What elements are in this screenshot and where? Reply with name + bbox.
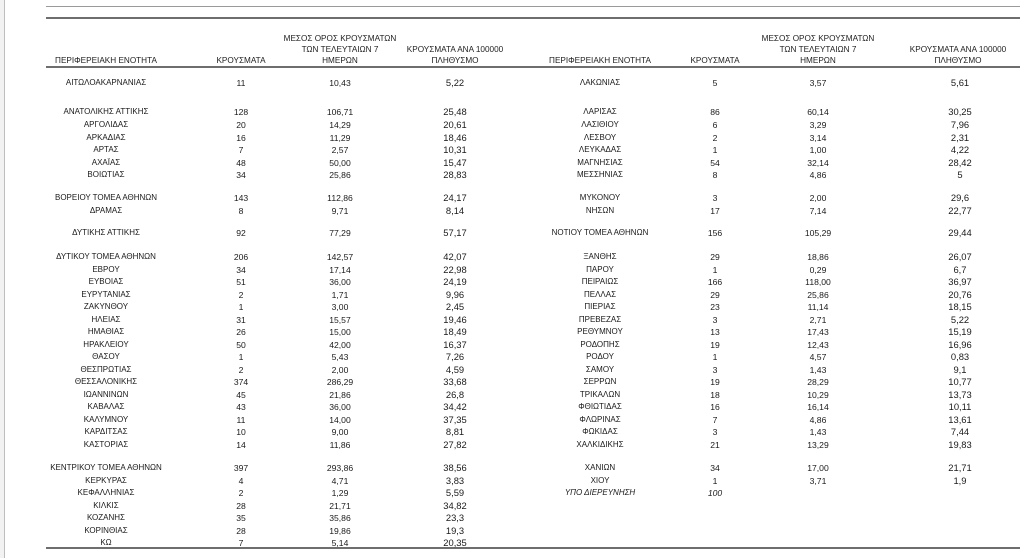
header-avg7-line2: ΤΩΝ ΤΕΛΕΥΤΑΙΩΝ 7 (779, 45, 857, 54)
cell-cases: 5 (712, 78, 718, 88)
cell-cases: 26 (236, 327, 246, 337)
header-per100k-line1: ΚΡΟΥΣΜΑΤΑ ΑΝΑ 100000 (909, 45, 1007, 54)
cell-region: ΠΡΕΒΕΖΑΣ (578, 315, 622, 324)
cell-avg7: 17,14 (329, 265, 351, 275)
cell-avg7: 11,14 (807, 302, 829, 312)
header-avg7-line1: ΜΕΣΟΣ ΟΡΟΣ ΚΡΟΥΣΜΑΤΩΝ (761, 34, 875, 43)
cell-cases: 43 (236, 402, 246, 412)
cell-per100k: 18,15 (948, 301, 972, 312)
cell-avg7: 21,86 (329, 390, 351, 400)
cell-avg7: 14,29 (329, 120, 351, 130)
cell-per100k: 33,68 (443, 376, 467, 387)
cell-per100k: 24,17 (443, 192, 467, 203)
cell-cases: 21 (710, 440, 720, 450)
cell-avg7: 1,43 (809, 365, 827, 375)
cell-avg7: 3,57 (809, 78, 827, 88)
cell-per100k: 37,35 (443, 414, 467, 425)
cell-region: ΜΕΣΣΗΝΙΑΣ (577, 170, 623, 179)
cell-region: ΚΙΛΚΙΣ (93, 501, 119, 510)
cell-avg7: 1,43 (809, 427, 827, 437)
cell-cases: 3 (712, 427, 718, 437)
header-per100k-line2: ΠΛΗΘΥΣΜΟ (431, 56, 479, 65)
cell-region: ΚΑΣΤΟΡΙΑΣ (83, 440, 129, 449)
cell-region: ΧΑΝΙΩΝ (584, 463, 616, 472)
cell-cases: 31 (236, 315, 246, 325)
cell-avg7: 10,29 (807, 390, 829, 400)
cell-region: ΚΕΝΤΡΙΚΟΥ ΤΟΜΕΑ ΑΘΗΝΩΝ (50, 463, 162, 472)
header-region-label: ΠΕΡΙΦΕΡΕΙΑΚΗ ΕΝΟΤΗΤΑ (55, 56, 157, 65)
cell-cases: 2 (238, 488, 244, 498)
cell-region: ΖΑΚΥΝΘΟΥ (83, 302, 129, 311)
cell-per100k: 5,22 (445, 77, 465, 88)
cell-per100k: 15,19 (948, 326, 972, 337)
cell-region: ΘΑΣΟΥ (92, 352, 120, 361)
cell-region: ΦΘΙΩΤΙΔΑΣ (578, 402, 622, 411)
cell-cases: 4 (238, 476, 244, 486)
cell-avg7: 14,00 (329, 415, 351, 425)
cell-per100k: 1,9 (953, 475, 967, 486)
cell-region: ΚΟΖΑΝΗΣ (86, 513, 126, 522)
cell-per100k: 3,83 (445, 475, 465, 486)
cell-cases: 1 (712, 145, 718, 155)
cell-per100k: 42,07 (443, 251, 467, 262)
cell-per100k: 38,56 (443, 462, 467, 473)
cell-avg7: 21,71 (329, 501, 351, 511)
cell-avg7: 106,71 (326, 107, 354, 117)
cell-cases: 1 (712, 352, 718, 362)
cell-per100k: 13,61 (948, 414, 972, 425)
cell-cases: 35 (236, 513, 246, 523)
cell-cases: 16 (236, 133, 246, 143)
cell-cases: 3 (712, 193, 718, 203)
cell-avg7: 42,00 (329, 340, 351, 350)
cell-per100k: 13,73 (948, 389, 972, 400)
cell-region: ΠΙΕΡΙΑΣ (584, 302, 616, 311)
cell-cases: 92 (236, 228, 246, 238)
cell-region: ΑΝΑΤΟΛΙΚΗΣ ΑΤΤΙΚΗΣ (63, 107, 149, 116)
header-per100k-right (896, 24, 1020, 66)
cell-per100k: 10,31 (443, 144, 467, 155)
cell-avg7: 3,14 (809, 133, 827, 143)
cell-avg7: 60,14 (807, 107, 829, 117)
cell-per100k: 7,96 (950, 119, 970, 130)
cell-cases: 1 (238, 302, 244, 312)
cell-region: ΛΑΡΙΣΑΣ (583, 107, 617, 116)
cell-region: ΠΑΡΟΥ (586, 265, 614, 274)
cell-avg7: 286,29 (326, 377, 354, 387)
cell-per100k: 6,7 (953, 264, 967, 275)
cell-region: ΔΥΤΙΚΟΥ ΤΟΜΕΑ ΑΘΗΝΩΝ (56, 252, 156, 261)
cell-per100k: 29,6 (950, 192, 970, 203)
header-avg7-line3: ΗΜΕΡΩΝ (322, 56, 358, 65)
header-per100k-line2: ΠΛΗΘΥΣΜΟ (934, 56, 982, 65)
header-underline (46, 66, 1020, 68)
cell-avg7: 4,86 (809, 170, 827, 180)
cell-avg7: 12,43 (807, 340, 829, 350)
cell-cases: 11 (236, 415, 246, 425)
cell-avg7: 32,14 (807, 158, 829, 168)
cell-per100k: 57,17 (443, 227, 467, 238)
cell-per100k: 2,45 (445, 301, 465, 312)
cell-avg7: 5,14 (331, 538, 349, 548)
cell-avg7: 2,71 (809, 315, 827, 325)
header-per100k-line1: ΚΡΟΥΣΜΑΤΑ ΑΝΑ 100000 (406, 45, 504, 54)
cell-cases: 28 (236, 501, 246, 511)
table-bottom-rule (46, 547, 1020, 549)
cell-per100k: 20,61 (443, 119, 467, 130)
cell-per100k: 2,31 (950, 132, 970, 143)
cell-region: ΘΕΣΣΑΛΟΝΙΚΗΣ (74, 377, 138, 386)
cell-per100k: 28,83 (443, 169, 467, 180)
cell-region: ΥΠΟ ΔΙΕΡΕΥΝΗΣΗ (564, 488, 636, 497)
cell-avg7: 28,29 (807, 377, 829, 387)
cell-region: ΕΥΒΟΙΑΣ (88, 277, 124, 286)
cell-cases: 28 (236, 526, 246, 536)
cell-region: ΗΡΑΚΛΕΙΟΥ (83, 340, 129, 349)
cell-region: ΞΑΝΘΗΣ (583, 252, 617, 261)
cell-avg7: 17,43 (807, 327, 829, 337)
cell-per100k: 4,59 (445, 364, 465, 375)
cell-per100k: 8,81 (445, 426, 465, 437)
cell-avg7: 25,86 (329, 170, 351, 180)
cell-region: ΧΙΟΥ (590, 476, 610, 485)
cell-region: ΧΑΛΚΙΔΙΚΗΣ (576, 440, 624, 449)
cell-region: ΣΑΜΟΥ (585, 365, 615, 374)
cell-region: ΜΥΚΟΝΟΥ (579, 193, 621, 202)
cell-avg7: 19,86 (329, 526, 351, 536)
cell-per100k: 19,3 (445, 525, 465, 536)
header-cases-right (670, 24, 760, 66)
cell-avg7: 1,00 (809, 145, 827, 155)
header-cases-label: ΚΡΟΥΣΜΑΤΑ (216, 56, 266, 65)
cell-region: ΔΥΤΙΚΗΣ ΑΤΤΙΚΗΣ (72, 228, 140, 237)
cell-cases: 50 (236, 340, 246, 350)
cell-cases: 34 (710, 463, 720, 473)
cell-avg7: 0,29 (809, 265, 827, 275)
cell-cases: 34 (236, 170, 246, 180)
page-left-border (0, 0, 5, 558)
header-avg7-line1: ΜΕΣΟΣ ΟΡΟΣ ΚΡΟΥΣΜΑΤΩΝ (283, 34, 397, 43)
cell-per100k: 18,46 (443, 132, 467, 143)
cell-avg7: 18,86 (807, 252, 829, 262)
cell-region: ΑΡΤΑΣ (93, 145, 119, 154)
cell-region: ΚΑΡΔΙΤΣΑΣ (84, 427, 128, 436)
cell-avg7: 2,00 (809, 193, 827, 203)
cell-cases: 11 (236, 78, 246, 88)
cell-region: ΗΜΑΘΙΑΣ (87, 327, 125, 336)
cell-region: ΚΑΛΥΜΝΟΥ (83, 415, 129, 424)
cell-avg7: 1,71 (331, 290, 349, 300)
cell-per100k: 30,25 (948, 106, 972, 117)
cell-per100k: 27,82 (443, 439, 467, 450)
cell-avg7: 3,71 (809, 476, 827, 486)
cell-region: ΙΩΑΝΝΙΝΩΝ (83, 390, 129, 399)
cell-avg7: 7,14 (809, 206, 827, 216)
cell-avg7: 11,86 (329, 440, 351, 450)
cell-cases: 3 (712, 365, 718, 375)
cell-per100k: 9,1 (953, 364, 967, 375)
cell-per100k: 26,07 (948, 251, 972, 262)
cell-avg7: 15,57 (329, 315, 351, 325)
cell-cases: 206 (233, 252, 249, 262)
cell-avg7: 3,29 (809, 120, 827, 130)
cell-per100k: 16,96 (948, 339, 972, 350)
cell-avg7: 2,57 (331, 145, 349, 155)
cell-region: ΠΕΛΛΑΣ (583, 290, 617, 299)
cell-region: ΛΕΥΚΑΔΑΣ (578, 145, 622, 154)
cell-per100k: 22,77 (948, 205, 972, 216)
cell-per100k: 18,49 (443, 326, 467, 337)
cell-per100k: 5 (957, 169, 963, 180)
cell-cases: 16 (710, 402, 720, 412)
cell-per100k: 7,44 (950, 426, 970, 437)
cell-region: ΜΑΓΝΗΣΙΑΣ (577, 158, 623, 167)
cell-cases: 8 (238, 206, 244, 216)
cell-per100k: 5,61 (950, 77, 970, 88)
cell-avg7: 142,57 (326, 252, 354, 262)
cell-per100k: 5,22 (950, 314, 970, 325)
cell-region: ΑΧΑΪΑΣ (91, 158, 121, 167)
cell-cases: 18 (710, 390, 720, 400)
cell-per100k: 15,47 (443, 157, 467, 168)
cell-region: ΛΑΚΩΝΙΑΣ (579, 78, 621, 87)
cell-cases: 156 (707, 228, 723, 238)
cell-region: ΠΕΙΡΑΙΩΣ (581, 277, 619, 286)
cell-avg7: 112,86 (327, 193, 353, 203)
cell-avg7: 13,29 (807, 440, 829, 450)
top-rule (46, 6, 1020, 7)
cell-avg7: 36,00 (329, 402, 351, 412)
cell-region: ΚΕΦΑΛΛΗΝΙΑΣ (77, 488, 135, 497)
cell-per100k: 29,44 (948, 227, 972, 238)
cell-region: ΒΟΙΩΤΙΑΣ (87, 170, 125, 179)
cell-cases: 23 (710, 302, 720, 312)
cell-avg7: 105,29 (804, 228, 832, 238)
cell-region: ΔΡΑΜΑΣ (89, 206, 123, 215)
cell-per100k: 22,98 (443, 264, 467, 275)
cell-avg7: 293,86 (326, 463, 354, 473)
cell-per100k (900, 487, 1020, 499)
cell-region: ΡΕΘΥΜΝΟΥ (577, 327, 623, 336)
cell-cases: 100 (707, 488, 723, 498)
cell-per100k: 7,26 (445, 351, 465, 362)
cell-avg7: 17,00 (807, 463, 829, 473)
cell-cases: 7 (238, 145, 244, 155)
cell-avg7: 77,29 (329, 228, 351, 238)
cell-per100k: 34,42 (443, 401, 467, 412)
cell-region: ΑΡΓΟΛΙΔΑΣ (83, 120, 129, 129)
cell-region: ΑΙΤΩΛΟΑΚΑΡΝΑΝΙΑΣ (65, 78, 147, 87)
header-avg7-right (758, 24, 878, 66)
cell-cases: 20 (236, 120, 246, 130)
header-region-left (46, 24, 166, 66)
cell-cases: 54 (710, 158, 720, 168)
cell-region: ΗΛΕΙΑΣ (91, 315, 121, 324)
header-per100k-left (400, 24, 510, 66)
cell-avg7: 10,43 (329, 78, 351, 88)
cell-region: ΡΟΔΟΠΗΣ (580, 340, 620, 349)
header-cases-left (196, 24, 286, 66)
cell-per100k: 8,14 (445, 205, 465, 216)
cell-per100k: 0,83 (950, 351, 970, 362)
cell-avg7: 16,14 (807, 402, 829, 412)
cell-cases: 7 (238, 538, 244, 548)
cell-region: ΦΩΚΙΔΑΣ (582, 427, 618, 436)
cell-cases: 48 (236, 158, 246, 168)
cell-cases: 14 (236, 440, 246, 450)
cell-cases: 1 (238, 352, 244, 362)
cell-cases: 128 (233, 107, 249, 117)
cell-region: ΚΕΡΚΥΡΑΣ (85, 476, 127, 485)
cell-cases: 2 (238, 365, 244, 375)
cell-avg7: 2,00 (331, 365, 349, 375)
cell-region: ΕΥΡΥΤΑΝΙΑΣ (81, 290, 131, 299)
cell-per100k: 26,8 (445, 389, 465, 400)
table-top-rule (46, 17, 1020, 19)
cell-cases: 2 (238, 290, 244, 300)
cell-avg7: 4,57 (809, 352, 827, 362)
header-cases-label: ΚΡΟΥΣΜΑΤΑ (690, 56, 740, 65)
cell-avg7: 118,00 (805, 277, 831, 287)
cell-region: ΑΡΚΑΔΙΑΣ (86, 133, 126, 142)
cell-per100k: 10,77 (948, 376, 972, 387)
cell-avg7: 3,00 (331, 302, 349, 312)
cell-region: ΘΕΣΠΡΩΤΙΑΣ (80, 365, 132, 374)
cell-cases: 45 (236, 390, 246, 400)
cell-cases: 397 (233, 463, 249, 473)
cell-per100k: 10,11 (948, 401, 972, 412)
cell-cases: 1 (712, 476, 718, 486)
cell-per100k: 4,22 (950, 144, 970, 155)
cell-region: ΛΑΣΙΘΙΟΥ (581, 120, 619, 129)
cell-avg7: 15,00 (329, 327, 351, 337)
cell-avg7: 9,00 (331, 427, 349, 437)
cell-region: ΚΩ (100, 538, 112, 547)
cell-cases: 19 (710, 377, 720, 387)
cell-cases: 34 (236, 265, 246, 275)
cell-per100k: 28,42 (948, 157, 972, 168)
cell-cases: 51 (236, 277, 246, 287)
cell-region: ΕΒΡΟΥ (92, 265, 120, 274)
cell-cases: 1 (712, 265, 718, 275)
cell-per100k: 24,19 (443, 276, 467, 287)
cell-avg7: 35,86 (329, 513, 351, 523)
cell-per100k: 23,3 (445, 512, 465, 523)
cell-cases: 29 (710, 290, 720, 300)
cell-cases: 17 (710, 206, 720, 216)
cell-avg7: 11,29 (329, 133, 351, 143)
header-region-label: ΠΕΡΙΦΕΡΕΙΑΚΗ ΕΝΟΤΗΤΑ (549, 56, 651, 65)
cell-per100k: 20,35 (443, 537, 467, 548)
cell-region: ΝΗΣΩΝ (585, 206, 615, 215)
cell-avg7: 4,71 (331, 476, 349, 486)
cell-cases: 2 (712, 133, 718, 143)
cell-cases: 166 (707, 277, 723, 287)
cell-region: ΤΡΙΚΑΛΩΝ (579, 390, 621, 399)
cell-per100k: 25,48 (443, 106, 467, 117)
cell-avg7: 5,43 (331, 352, 349, 362)
cell-cases: 143 (233, 193, 249, 203)
cell-cases: 3 (712, 315, 718, 325)
header-avg7-left (280, 24, 400, 66)
header-avg7-line2: ΤΩΝ ΤΕΛΕΥΤΑΙΩΝ 7 (301, 45, 379, 54)
cell-avg7: 1,29 (331, 488, 349, 498)
header-avg7-line3: ΗΜΕΡΩΝ (800, 56, 836, 65)
cell-per100k: 36,97 (948, 276, 972, 287)
cell-per100k: 34,82 (443, 500, 467, 511)
cell-region: ΝΟΤΙΟΥ ΤΟΜΕΑ ΑΘΗΝΩΝ (551, 228, 649, 237)
cell-per100k: 16,37 (443, 339, 467, 350)
cell-region: ΚΑΒΑΛΑΣ (87, 402, 125, 411)
cell-per100k: 19,83 (948, 439, 972, 450)
header-region-right (540, 24, 660, 66)
cell-region: ΣΕΡΡΩΝ (583, 377, 617, 386)
cell-cases: 10 (236, 427, 246, 437)
cell-cases: 13 (710, 327, 720, 337)
cell-region: ΒΟΡΕΙΟΥ ΤΟΜΕΑ ΑΘΗΝΩΝ (54, 193, 158, 202)
cell-region: ΚΟΡΙΝΘΙΑΣ (84, 526, 128, 535)
cell-avg7: 50,00 (329, 158, 351, 168)
cell-cases: 29 (710, 252, 720, 262)
cell-region: ΛΕΣΒΟΥ (583, 133, 617, 142)
cell-avg7 (758, 487, 878, 499)
cell-per100k: 9,96 (445, 289, 465, 300)
cell-cases: 8 (712, 170, 718, 180)
cell-cases: 19 (710, 340, 720, 350)
cell-avg7: 9,71 (331, 206, 349, 216)
cell-per100k: 21,71 (948, 462, 972, 473)
cell-region: ΦΛΩΡΙΝΑΣ (579, 415, 621, 424)
cell-avg7: 4,86 (809, 415, 827, 425)
cell-per100k: 5,59 (445, 487, 465, 498)
cell-per100k: 19,46 (443, 314, 467, 325)
cell-avg7: 25,86 (807, 290, 829, 300)
cell-cases: 6 (712, 120, 718, 130)
cell-cases: 374 (233, 377, 249, 387)
cell-region: ΡΟΔΟΥ (586, 352, 614, 361)
cell-cases: 7 (712, 415, 718, 425)
cell-per100k: 20,76 (948, 289, 972, 300)
cell-cases: 86 (710, 107, 720, 117)
cell-avg7: 36,00 (329, 277, 351, 287)
